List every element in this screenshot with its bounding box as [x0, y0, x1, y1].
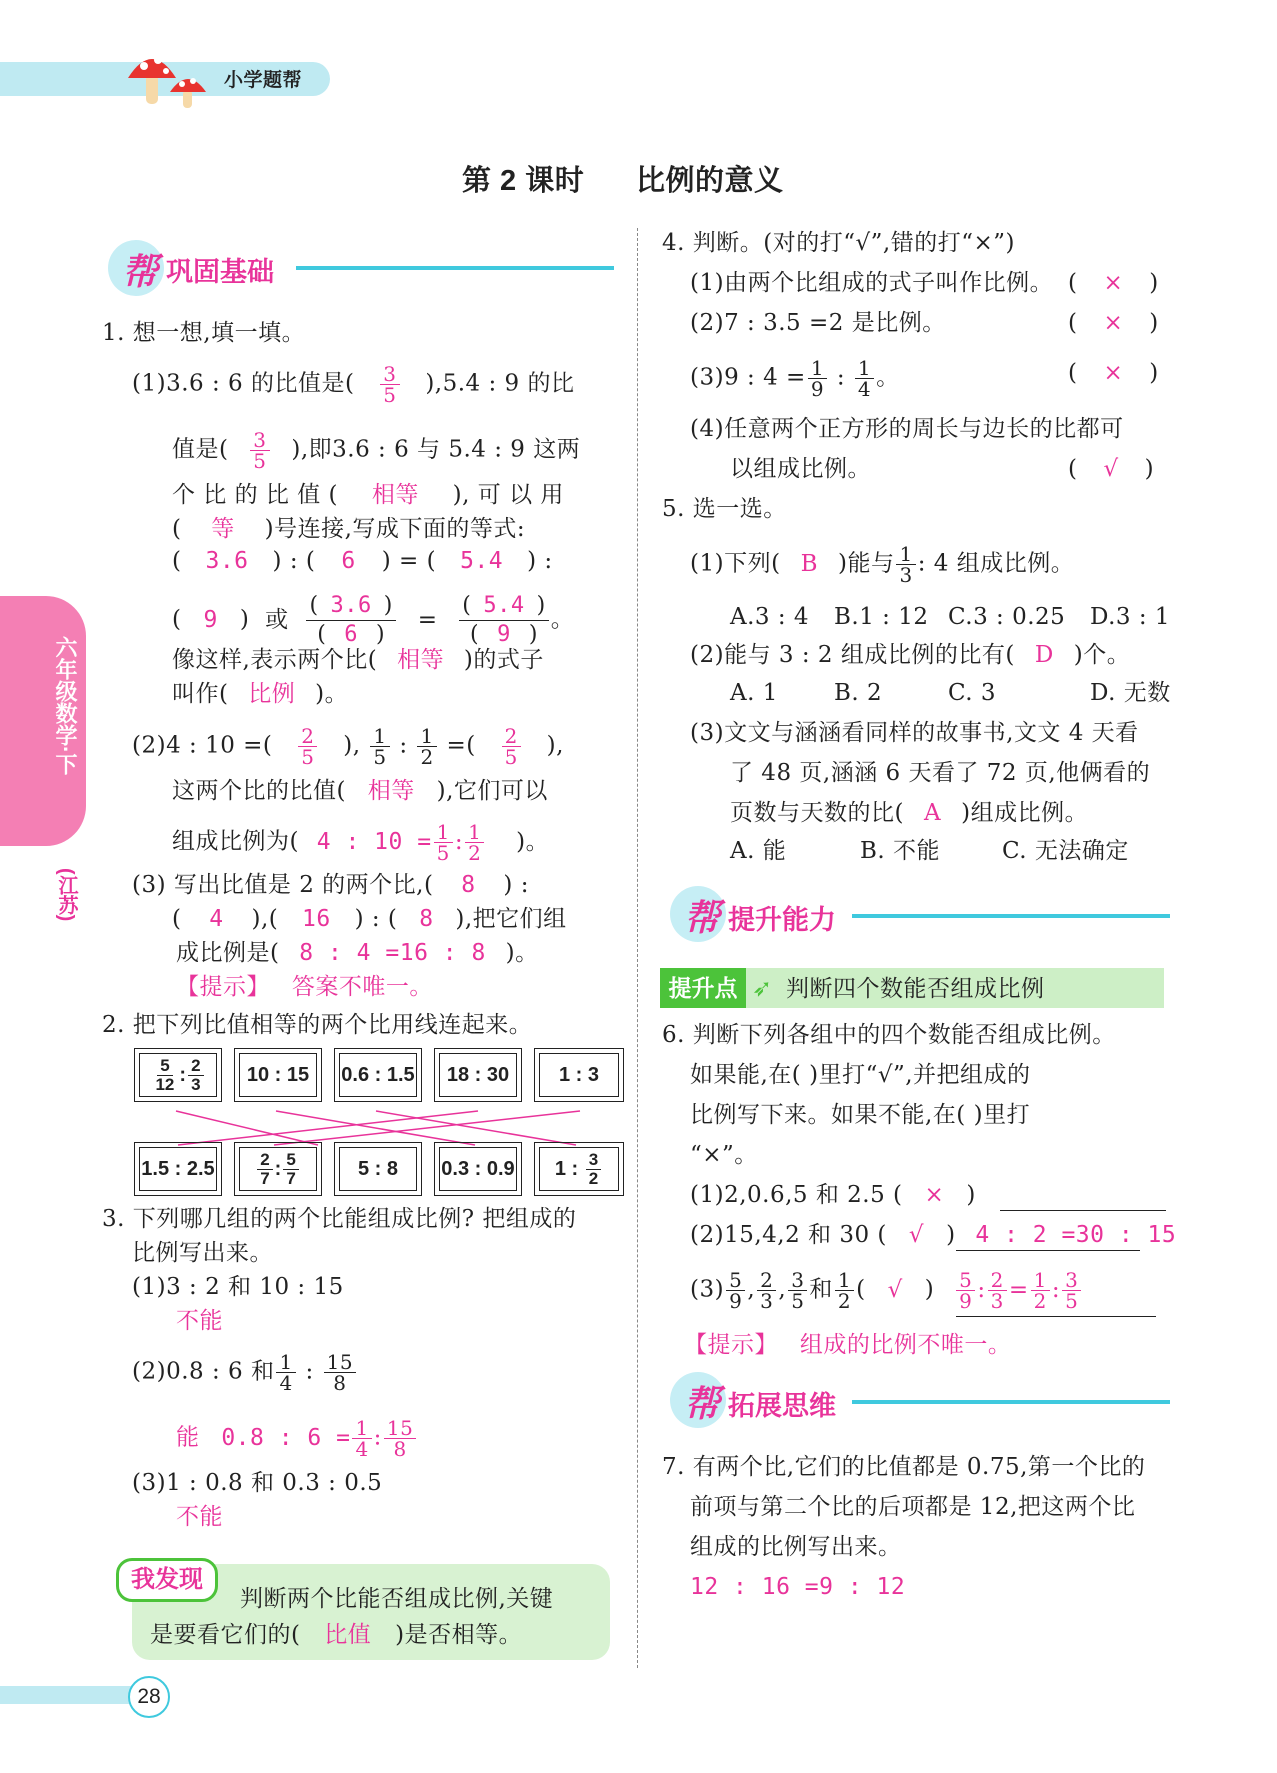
q2-box-top-5[interactable]: 1 : 3: [534, 1048, 624, 1102]
q6-p1-answer-line: [1000, 1210, 1166, 1211]
q5-opt3-c: C. 无法确定: [1002, 838, 1129, 864]
q1-p1-line6: ( 9 ) 或 $\frac{( 3.6 )}{( 6 )}$ = $\frac{( 5.4 )}{( 9 )}$ 。: [172, 593, 575, 647]
q1-p3-line1: (3) 写出比值是 2 的两个比,( 8 ) :: [132, 872, 529, 898]
q4-stem: 4. 判断。(对的打“√”,错的打“×”): [662, 230, 1015, 256]
discover-label: 我发现: [116, 1558, 218, 1602]
section-rule-expand: [852, 1400, 1170, 1404]
q7-line2: 前项与第二个比的后项都是 12,把这两个比: [690, 1494, 1136, 1520]
lesson-topic: 比例的意义: [636, 165, 784, 197]
q2-box-bottom-2[interactable]: $\frac{2}{7}$ : $\frac{5}{7}$: [234, 1142, 322, 1196]
q5-opt2-a: A. 1: [730, 680, 778, 706]
q4-p2-blank: ( × ): [1068, 310, 1159, 336]
q1-p1-line1: (1)3.6 : 6 的比值是( $\frac{3}{5}$ ),5.4 : 9 的比: [132, 362, 575, 407]
q6-p1: (1)2,0.6,5 和 2.5 ( × ): [690, 1182, 976, 1208]
q6-stem-line2: 如果能,在( )里打“√”,并把组成的: [690, 1062, 1031, 1088]
q6-p2-answer-line: [956, 1250, 1140, 1251]
q1-p1-line8: 叫作( 比例 )。: [172, 681, 349, 707]
q4-p3-blank: ( × ): [1068, 360, 1159, 386]
q5-p2: (2)能与 3 : 2 组成比例的比有( D )个。: [690, 642, 1131, 668]
match-line: [376, 1111, 576, 1145]
q4-p3: (3)9 : 4 = $\frac{1}{9}$ : $\frac{1}{4}$ 。: [690, 356, 900, 401]
section-title-basic: 巩固基础: [166, 257, 274, 287]
arrow-icon: ➶: [752, 974, 773, 1002]
q5-opt2-c: C. 3: [948, 680, 997, 706]
discover-line2: 是要看它们的( 比值 )是否相等。: [150, 1622, 523, 1648]
section-bang-expand: 帮: [684, 1383, 721, 1424]
side-tab-grade: 六年级数学·下: [53, 636, 78, 776]
q5-p3-line2: 了 48 页,涵涵 6 天看了 72 页,他俩看的: [730, 760, 1151, 786]
q1-p1-line2: 值是( $\frac{3}{5}$ ),即3.6 : 6 与 5.4 : 9 这两: [172, 428, 581, 473]
section-title-improve: 提升能力: [728, 905, 836, 935]
q6-p2: (2)15,4,2 和 30 ( √ ) 4 : 2 =30 : 15: [690, 1222, 1177, 1248]
q3-stem-line1: 3. 下列哪几组的两个比能组成比例? 把组成的: [102, 1206, 577, 1232]
q7-answer: 12 : 16 =9 : 12: [690, 1574, 906, 1600]
lesson-number: 第 2 课时: [462, 165, 585, 197]
q4-p4-blank: ( √ ): [1068, 456, 1155, 482]
q4-p2: (2)7 : 3.5 =2 是比例。: [690, 310, 946, 336]
q3-stem-line2: 比例写出来。: [132, 1240, 273, 1266]
q2-box-top-1[interactable]: $\frac{5}{12}$ : $\frac{2}{3}$: [134, 1048, 222, 1102]
brand-name: 小学题帮: [224, 70, 303, 91]
q4-p4-line1: (4)任意两个正方形的周长与边长的比都可: [690, 416, 1124, 442]
match-line: [176, 1111, 318, 1145]
q5-opt3-b: B. 不能: [860, 838, 941, 864]
q7-line1: 7. 有两个比,它们的比值都是 0.75,第一个比的: [662, 1454, 1146, 1480]
improve-point-label: 提升点: [660, 968, 746, 1008]
q6-hint: 【提示】 组成的比例不唯一。: [684, 1332, 1012, 1358]
q6-stem-line3: 比例写下来。如果不能,在( )里打: [690, 1102, 1031, 1128]
q5-opt1-a: A.3 : 4: [730, 604, 810, 630]
q5-stem: 5. 选一选。: [662, 496, 787, 522]
q2-box-bottom-5[interactable]: 1 : $\frac{3}{2}$: [534, 1142, 624, 1196]
section-bang-improve: 帮: [684, 897, 721, 938]
q2-box-top-3[interactable]: 0.6 : 1.5: [334, 1048, 422, 1102]
side-tab-region: (江苏): [55, 868, 77, 922]
q2-box-top-2[interactable]: 10 : 15: [234, 1048, 322, 1102]
q5-opt2-b: B. 2: [834, 680, 883, 706]
q5-p1: (1)下列( B )能与 $\frac{1}{3}$ : 4 组成比例。: [690, 542, 1075, 587]
q6-p3: (3) $\frac{5}{9}$ , $\frac{2}{3}$ , $\frac{3}{5}$ 和 $\frac{1}{2}$ ( √ ) $\frac{5}{9}$ : $\frac{2}{3}$ = $\frac{1}{2}$ : $\frac{3}{5}$: [690, 1270, 1083, 1311]
q1-p3-line2: ( 4 ),( 16 ) : ( 8 ),把它们组: [172, 906, 567, 932]
q1-p3-line3: 成比例是( 8 : 4 =16 : 8 )。: [176, 940, 539, 966]
q3-a1: 不能: [176, 1308, 223, 1334]
q4-p4-line2: 以组成比例。: [730, 456, 871, 482]
q1-hint: 【提示】 答案不唯一。: [176, 974, 433, 1000]
q2-box-bottom-4[interactable]: 0.3 : 0.9: [434, 1142, 522, 1196]
q5-opt1-c: C.3 : 0.25: [948, 604, 1066, 630]
q4-p1-blank: ( × ): [1068, 270, 1159, 296]
q5-opt3-a: A. 能: [730, 838, 787, 864]
q1-p2-line1: (2)4 : 10 =( $\frac{2}{5}$ ), $\frac{1}{5}$ : $\frac{1}{2}$ =( $\frac{2}{5}$ ),: [132, 724, 564, 769]
q1-stem: 1. 想一想,填一填。: [102, 320, 306, 346]
q1-p2-line3: 组成比例为( 4 : 10 = $\frac{1}{5}$ : $\frac{1}{2}$ )。: [172, 820, 550, 865]
q6-stem-line4: “×”。: [690, 1142, 758, 1168]
q4-p1: (1)由两个比组成的式子叫作比例。: [690, 270, 1054, 296]
q5-opt1-b: B.1 : 12: [834, 604, 929, 630]
q1-p1-line7: 像这样,表示两个比( 相等 )的式子: [172, 647, 544, 673]
q3-a3: 不能: [176, 1504, 223, 1530]
q5-opt2-d: D. 无数: [1090, 680, 1171, 706]
match-line: [276, 1111, 475, 1145]
q5-p3-line1: (3)文文与涵涵看同样的故事书,文文 4 天看: [690, 720, 1139, 746]
q1-p2-line2: 这两个比的比值( 相等 ),它们可以: [172, 778, 548, 804]
page-number: 28: [128, 1676, 170, 1718]
q6-stem-line1: 6. 判断下列各组中的四个数能否组成比例。: [662, 1022, 1116, 1048]
q7-line3: 组成的比例写出来。: [690, 1534, 902, 1560]
q2-box-bottom-3[interactable]: 5 : 8: [334, 1142, 422, 1196]
q6-p3-answer-line: [956, 1316, 1156, 1317]
q5-opt1-d: D.3 : 1: [1090, 604, 1171, 630]
discover-line1: 判断两个比能否组成比例,关键: [240, 1586, 554, 1612]
section-rule-improve: [852, 914, 1170, 918]
q3-a2: 能 0.8 : 6 = $\frac{1}{4}$ : $\frac{15}{8}$: [176, 1418, 418, 1459]
q3-p2: (2)0.8 : 6 和 $\frac{1}{4}$ : $\frac{15}{8}$: [132, 1352, 358, 1393]
q1-p1-line4: ( 等 )号连接,写成下面的等式:: [172, 516, 526, 542]
q3-p3: (3)1 : 0.8 和 0.3 : 0.5: [132, 1470, 383, 1496]
q1-p1-line3: 个 比 的 比 值 ( 相等 ), 可 以 用: [172, 482, 564, 508]
q2-box-bottom-1[interactable]: 1.5 : 2.5: [134, 1142, 222, 1196]
q2-box-top-4[interactable]: 18 : 30: [434, 1048, 522, 1102]
section-title-expand: 拓展思维: [728, 1391, 836, 1421]
q3-p1: (1)3 : 2 和 10 : 15: [132, 1274, 344, 1300]
q1-p1-line5: ( 3.6 ) : ( 6 ) = ( 5.4 ) :: [172, 548, 553, 574]
improve-point-text: 判断四个数能否组成比例: [786, 976, 1045, 1002]
section-bang-basic: 帮: [122, 251, 159, 292]
q5-p3-line3: 页数与天数的比( A )组成比例。: [730, 800, 1089, 826]
q2-stem: 2. 把下列比值相等的两个比用线连起来。: [102, 1012, 533, 1038]
